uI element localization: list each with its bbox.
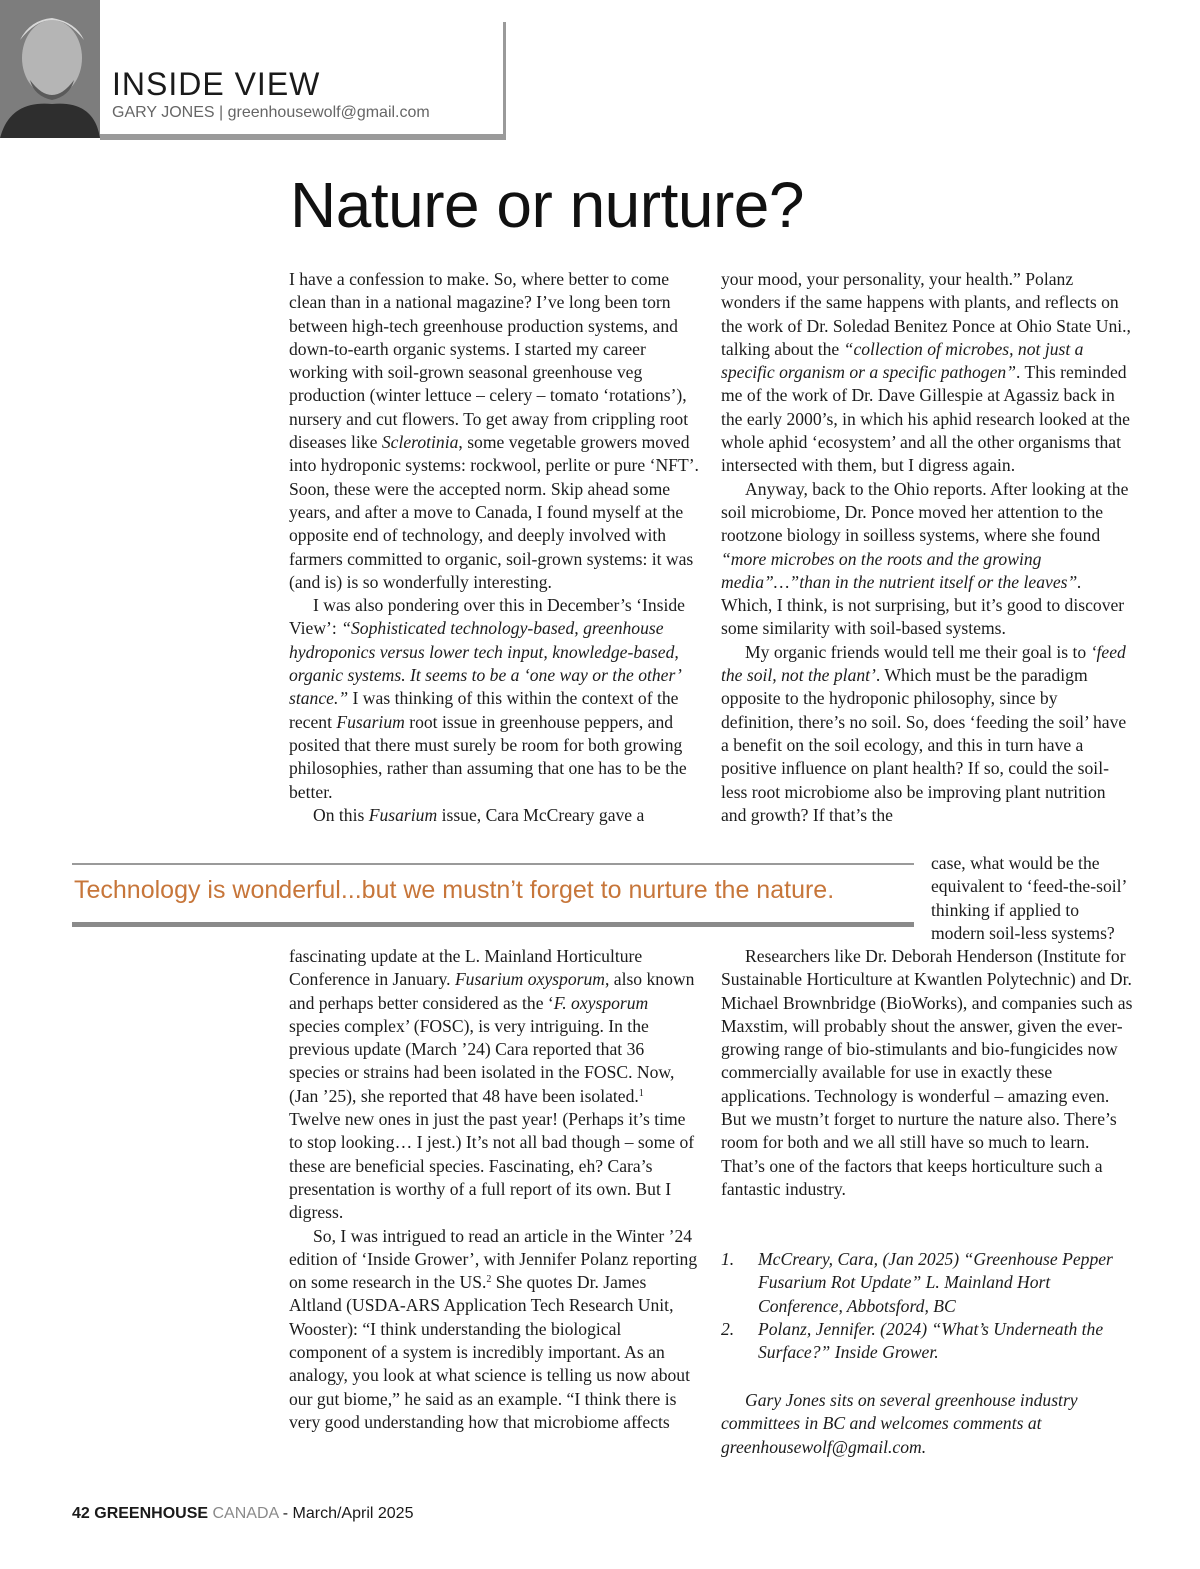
section-title: INSIDE VIEW (112, 66, 321, 102)
page-footer (72, 1505, 413, 1523)
article-column-bottom-right (721, 945, 1133, 1201)
author-bio: Gary Jones sits on several greenhouse industry committees in BC and welcomes comments at greenhousewolf@gmail.com. (721, 1390, 1078, 1457)
article-column-top-right (721, 268, 1133, 827)
pullquote-top-rule (72, 863, 914, 865)
paragraph: your mood, your personality, your health.” Polanz wonders if the same happens with plants, and reflects on the work of Dr. Soledad Benitez Ponce at Ohio State Uni., talking about the “collection of microbes, not just a specific organism or a specific pathogen”. This reminded me of the work of Dr. Dave Gillespie at Agassiz back in the early 2000’s, in which his aphid research looked at the whole aphid ‘ecosystem’ and all the other organisms that intersected with them, but I digress again. (721, 269, 1131, 476)
column-header (100, 22, 506, 140)
footnote-marker: 2 (486, 1274, 492, 1286)
magazine-name: GREENHOUSE (94, 1505, 209, 1522)
footnote-marker: 1 (638, 1087, 644, 1099)
magazine-name-suffix: CANADA (212, 1505, 279, 1522)
paragraph: Anyway, back to the Ohio reports. After looking at the soil microbiome, Dr. Ponce moved her attention to the rootzone biology in soilless systems, where she found “more microbes on the roots and the growing media”…”than in the nutrient itself or the leaves”. Which, I think, is not surprising, but it’s good to discover some similarity with soil-based systems. (721, 478, 1129, 639)
paragraph: My organic friends would tell me their goal is to ‘feed the soil, not the plant’. Which must be the paradigm opposite to the hydroponic philosophy, since by definition, there’s no soil. So, does ‘feeding the soil’ have a benefit on the soil ecology, and this in turn have a positive influence on plant health? If so, could the soil-less root microbiome also be improving plant nutrition and growth? If that’s the (721, 641, 1127, 825)
paragraph: So, I was intrigued to read an article in the Winter ’24 edition of ‘Inside Grower’, with Jennifer Polanz reporting on some research in the US.$^2$ She quotes Dr. James Altland (USDA-ARS Application Tech Research Unit, Wooster): “I think understanding the biological component of a system is incredibly important. As an analogy, you look at what science is telling us now about our gut biome,” he said as an example. “I think there is very good understanding how that microbiome affects (289, 1225, 698, 1432)
pullquote: Technology is wonderful...but we mustn’t forget to nurture the nature. (74, 876, 835, 904)
author-byline: GARY JONES | greenhousewolf@gmail.com (112, 104, 430, 121)
pullquote-bottom-rule (72, 922, 914, 927)
article-column-top-left (289, 268, 699, 827)
article-column-bottom-left (289, 945, 699, 1434)
paragraph: I have a confession to make. So, where better to come clean than in a national magazine? I’ve long been torn between high-tech greenhouse production systems, and down-to-earth organic systems. I started my career working with soil-grown seasonal greenhouse veg production (winter lettuce – celery – tomato ‘rotations’), nursery and cut flowers. To get away from crippling root diseases like Sclerotinia, some vegetable growers moved into hydroponic systems: rockwool, perlite or pure ‘NFT’. Soon, these were the accepted norm. Skip ahead some years, and after a move to Canada, I found myself at the opposite end of technology, and deeply involved with farmers committed to organic, soil-grown systems: it was (and is) is so wonderfully interesting. (289, 269, 699, 592)
paragraph: On this Fusarium issue, Cara McCreary gave a (313, 804, 645, 825)
page-number: 42 (72, 1505, 90, 1522)
issue-date: - March/April 2025 (282, 1505, 414, 1522)
paragraph: fascinating update at the L. Mainland Horticulture Conference in January. Fusarium oxysporum, also known and perhaps better considered as the ‘F. oxysporum species complex’ (FOSC), is very intriguing. In the previous update (March ’24) Cara reported that 36 species or strains had been isolated in the FOSC. Now, (Jan ’25), she reported that 48 have been isolated.$^1$ Twelve new ones in just the past year! (Perhaps it’s time to stop looking… I jest.) It’s not all bad though – some of these are beneficial species. Fascinating, eh? Cara’s presentation is worthy of a full report of its own. But I digress. (289, 946, 695, 1223)
reference-item: 2. Polanz, Jennifer. (2024) “What’s Underneath the Surface?” Inside Grower. (721, 1318, 1104, 1363)
references-list (721, 1248, 1133, 1364)
article-headline: Nature or nurture? (290, 169, 804, 241)
author-photo (0, 0, 100, 138)
paragraph: I was also pondering over this in December’s ‘Inside View’: “Sophisticated technology-based, greenhouse hydroponics versus lower tech input, knowledge-based, organic systems. It seems to be a ‘one way or the other’ stance.” I was thinking of this within the context of the recent Fusarium root issue in greenhouse peppers, and posited that there must surely be room for both growing philosophies, rather than assuming that one has to be the better. (289, 595, 687, 802)
paragraph: Researchers like Dr. Deborah Henderson (Institute for Sustainable Horticulture at Kwantlen Polytechnic) and Dr. Michael Brownbridge (BioWorks), and companies such as Maxstim, will probably shout the answer, given the ever-growing range of bio-stimulants and bio-fungicides now commercially available for use in exactly these applications. Technology is wonderful – amazing even. But we mustn’t forget to nurture the nature also. There’s room for both and we all still have so much to learn. That’s one of the factors that keeps horticulture such a fantastic industry. (721, 946, 1133, 1199)
reference-item: 1. McCreary, Cara, (Jan 2025) “Greenhouse Pepper Fusarium Rot Update” L. Mainland Hort Conference, Abbotsford, BC (721, 1249, 1113, 1316)
wrapped-text: case, what would be the equivalent to ‘feed-the-soil’ thinking if applied to modern soil-less systems? (931, 853, 1127, 943)
